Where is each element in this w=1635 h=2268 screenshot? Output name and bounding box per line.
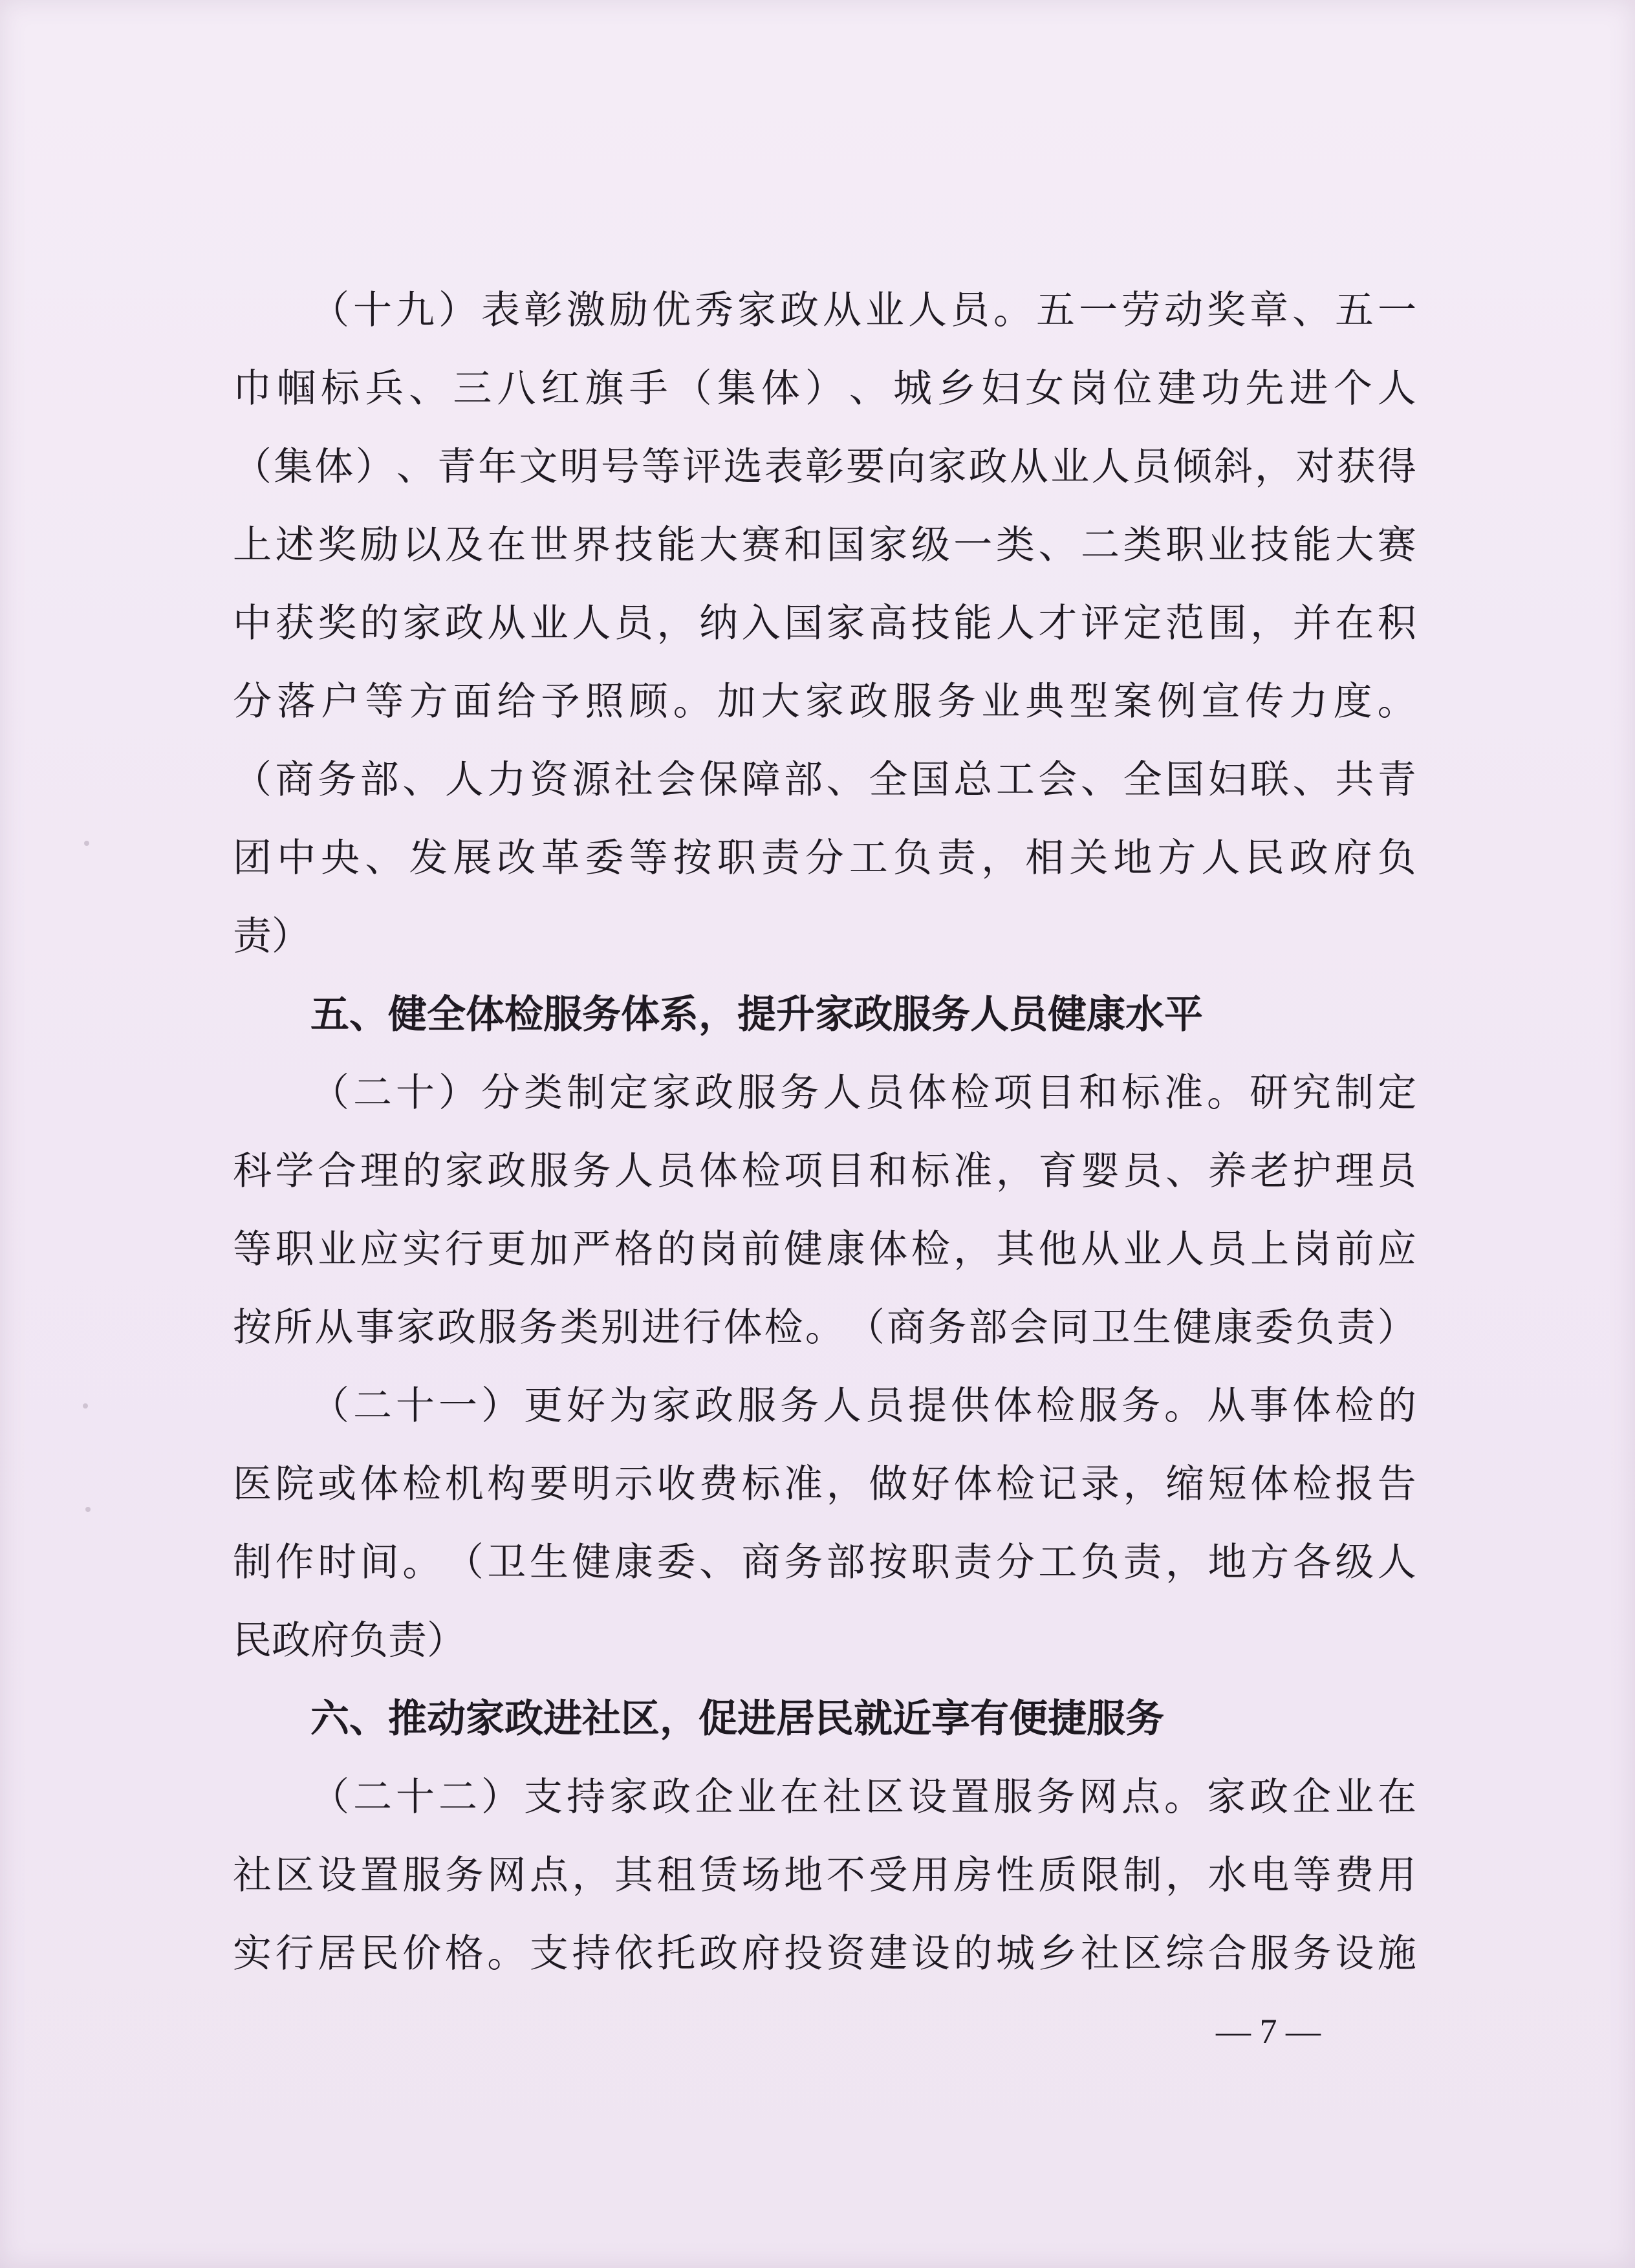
paragraph-line: 实 行 居 民 价 格 。 支 持 依 托 政 府 投 资 建 设 的 城 乡 社 区 综 合 服 务 设 施 (233, 1931, 1416, 1976)
paragraph-line: 按 所 从 事 家 政 服 务 类 别 进 行 体 检 。 （ 商 务 部 会 同 卫 生 健 康 委 负 责 ） (233, 1305, 1416, 1350)
scan-speck (84, 841, 89, 846)
paragraph-line: 责） (233, 914, 310, 959)
paragraph-line: （ 十 九 ） 表 彰 激 励 优 秀 家 政 从 业 人 员 。 五 一 劳 动 奖 章 、 五 一 (310, 288, 1416, 333)
paragraph-line: （ 二 十 一 ） 更 好 为 家 政 服 务 人 员 提 供 体 检 服 务 。 从 事 体 检 的 (310, 1383, 1416, 1429)
paragraph-line: 科 学 合 理 的 家 政 服 务 人 员 体 检 项 目 和 标 准 ， 育 婴 员 、 养 老 护 理 员 (233, 1149, 1416, 1194)
paragraph-line: （ 二 十 二 ） 支 持 家 政 企 业 在 社 区 设 置 服 务 网 点 。 家 政 企 业 在 (310, 1775, 1416, 1820)
paragraph-line: 分 落 户 等 方 面 给 予 照 顾 。 加 大 家 政 服 务 业 典 型 案 例 宣 传 力 度 。 (233, 679, 1416, 724)
paragraph-line: 中 获 奖 的 家 政 从 业 人 员 ， 纳 入 国 家 高 技 能 人 才 评 定 范 围 ， 并 在 积 (233, 601, 1416, 646)
paragraph-line: （ 商 务 部 、 人 力 资 源 社 会 保 障 部 、 全 国 总 工 会 、 全 国 妇 联 、 共 青 (233, 757, 1416, 803)
paragraph-line: 民政府负责） (233, 1618, 466, 1663)
section-heading: 五、健全体检服务体系，提升家政服务人员健康水平 (310, 992, 1203, 1037)
paragraph-line: 巾 帼 标 兵 、 三 八 红 旗 手 （ 集 体 ） 、 城 乡 妇 女 岗 位 建 功 先 进 个 人 (233, 366, 1416, 411)
paragraph-line: （ 集 体 ） 、 青 年 文 明 号 等 评 选 表 彰 要 向 家 政 从 业 人 员 倾 斜 ， 对 获 得 (233, 444, 1416, 490)
paragraph-line: （ 二 十 ） 分 类 制 定 家 政 服 务 人 员 体 检 项 目 和 标 准 。 研 究 制 定 (310, 1070, 1416, 1116)
page-number: — 7 — (1216, 2012, 1321, 2051)
paragraph-line: 制 作 时 间 。 （ 卫 生 健 康 委 、 商 务 部 按 职 责 分 工 负 责 ， 地 方 各 级 人 (233, 1540, 1416, 1585)
document-body (233, 272, 1416, 1993)
paragraph-line: 团 中 央 、 发 展 改 革 委 等 按 职 责 分 工 负 责 ， 相 关 地 方 人 民 政 府 负 (233, 836, 1416, 881)
scan-speck (85, 1507, 91, 1512)
section-heading: 六、推动家政进社区，促进居民就近享有便捷服务 (310, 1696, 1164, 1742)
paragraph-line: 等 职 业 应 实 行 更 加 严 格 的 岗 前 健 康 体 检 ， 其 他 从 业 人 员 上 岗 前 应 (233, 1227, 1416, 1272)
paragraph-line: 社 区 设 置 服 务 网 点 ， 其 租 赁 场 地 不 受 用 房 性 质 限 制 ， 水 电 等 费 用 (233, 1853, 1416, 1898)
paragraph-line: 上 述 奖 励 以 及 在 世 界 技 能 大 赛 和 国 家 级 一 类 、 二 类 职 业 技 能 大 赛 (233, 523, 1416, 568)
paragraph-line: 医 院 或 体 检 机 构 要 明 示 收 费 标 准 ， 做 好 体 检 记 录 ， 缩 短 体 检 报 告 (233, 1462, 1416, 1507)
scan-speck (83, 1403, 88, 1409)
